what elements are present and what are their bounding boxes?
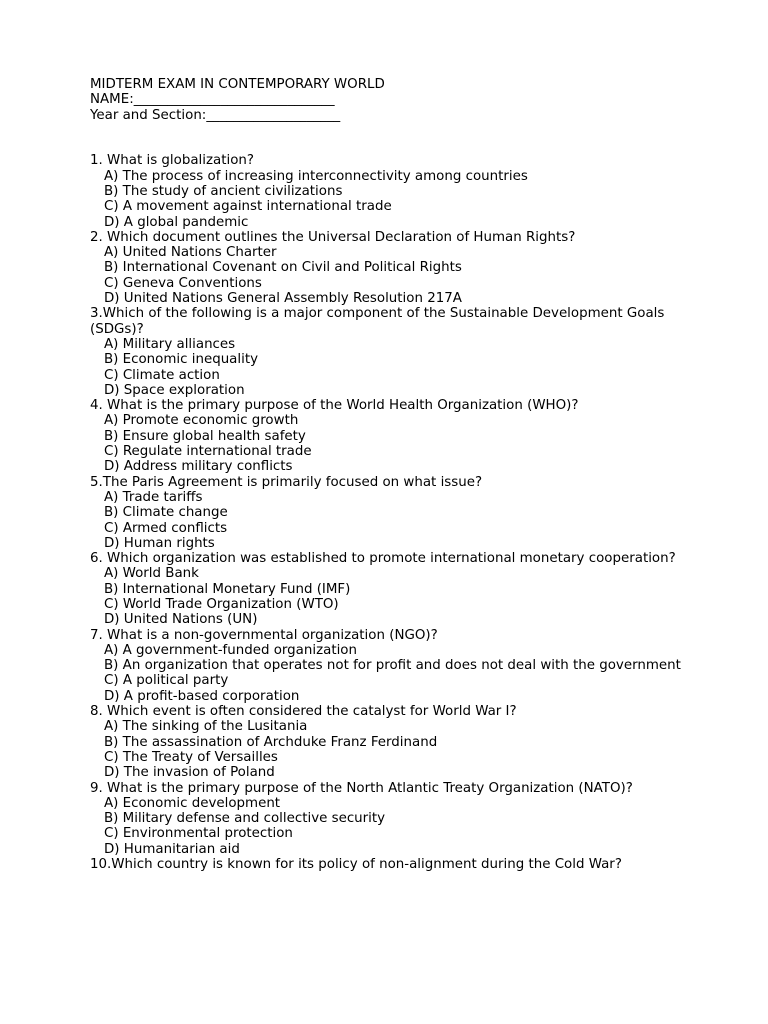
- answer-choice: A) The process of increasing interconnectivity among countries: [104, 168, 528, 184]
- question-text: 9. What is the primary purpose of the North Atlantic Treaty Organization (NATO)?: [90, 780, 633, 796]
- answer-choice: C) Regulate international trade: [104, 444, 312, 460]
- answer-choice: C) Geneva Conventions: [104, 275, 262, 291]
- answer-choice: D) Space exploration: [104, 382, 245, 398]
- question-text: 10.Which country is known for its policy of non-alignment during the Cold War?: [90, 857, 622, 873]
- answer-choice: C) A movement against international trade: [104, 199, 392, 215]
- name-field-line: NAME:______________________________: [90, 92, 335, 108]
- exam-document: [90, 77, 690, 872]
- answer-choice: B) The study of ancient civilizations: [104, 183, 343, 199]
- answer-choice: D) Address military conflicts: [104, 459, 293, 475]
- answer-choice: A) Promote economic growth: [104, 413, 299, 429]
- question-list: [90, 153, 690, 872]
- question-text: 3.Which of the following is a major component of the Sustainable Development Goals (SDGs)?: [90, 306, 665, 337]
- answer-choice: B) Climate change: [104, 505, 228, 521]
- question-block: [90, 857, 690, 872]
- answer-choice: B) Military defense and collective security: [104, 811, 386, 827]
- question-text: 6. Which organization was established to promote international monetary cooperation?: [90, 551, 676, 567]
- question-block: [90, 398, 690, 474]
- question-block: [90, 153, 690, 229]
- answer-choice: C) Armed conflicts: [104, 520, 228, 536]
- answer-choice: B) Economic inequality: [104, 352, 258, 368]
- answer-choice: A) United Nations Charter: [104, 245, 277, 261]
- question-text: 7. What is a non-governmental organization (NGO)?: [90, 627, 438, 643]
- answer-choice: D) United Nations General Assembly Resolution 217A: [104, 291, 462, 307]
- answer-choice: D) The invasion of Poland: [104, 765, 275, 781]
- answer-choice: D) A global pandemic: [104, 214, 249, 230]
- answer-choice: C) Climate action: [104, 367, 220, 383]
- answer-choice: B) International Monetary Fund (IMF): [104, 581, 351, 597]
- question-block: [90, 628, 690, 704]
- answer-choice: A) World Bank: [104, 566, 199, 582]
- answer-choice: C) A political party: [104, 673, 229, 689]
- question-text: 4. What is the primary purpose of the World Health Organization (WHO)?: [90, 398, 579, 414]
- answer-choice: A) Trade tariffs: [104, 489, 203, 505]
- answer-choice: C) World Trade Organization (WTO): [104, 597, 339, 612]
- answer-choice: B) An organization that operates not for profit and does not deal with the government: [104, 658, 681, 674]
- question-block: [90, 475, 690, 551]
- year-section-field-line: Year and Section:____________________: [90, 107, 341, 123]
- header-spacer: [90, 123, 690, 154]
- question-block: [90, 551, 690, 627]
- answer-choice: B) The assassination of Archduke Franz Ferdinand: [104, 734, 438, 750]
- answer-choice: A) Economic development: [104, 795, 281, 811]
- question-text: 1. What is globalization?: [90, 153, 254, 169]
- question-block: [90, 230, 690, 306]
- answer-choice: D) A profit-based corporation: [104, 688, 300, 704]
- answer-choice: D) Human rights: [104, 535, 215, 551]
- exam-title: MIDTERM EXAM IN CONTEMPORARY WORLD: [90, 77, 385, 92]
- question-block: [90, 306, 690, 398]
- answer-choice: A) Military alliances: [104, 336, 236, 352]
- question-text: 5.The Paris Agreement is primarily focused on what issue?: [90, 474, 483, 490]
- question-text: 2. Which document outlines the Universal Declaration of Human Rights?: [90, 229, 576, 245]
- answer-choice: D) United Nations (UN): [104, 612, 258, 628]
- question-block: [90, 704, 690, 780]
- answer-choice: B) International Covenant on Civil and Political Rights: [104, 260, 462, 276]
- answer-choice: D) Humanitarian aid: [104, 841, 240, 857]
- answer-choice: C) Environmental protection: [104, 826, 293, 842]
- answer-choice: C) The Treaty of Versailles: [104, 749, 278, 765]
- question-text: 8. Which event is often considered the catalyst for World War I?: [90, 704, 517, 720]
- answer-choice: B) Ensure global health safety: [104, 428, 306, 444]
- answer-choice: A) The sinking of the Lusitania: [104, 719, 308, 735]
- answer-choice: A) A government-funded organization: [104, 642, 357, 658]
- question-block: [90, 781, 690, 857]
